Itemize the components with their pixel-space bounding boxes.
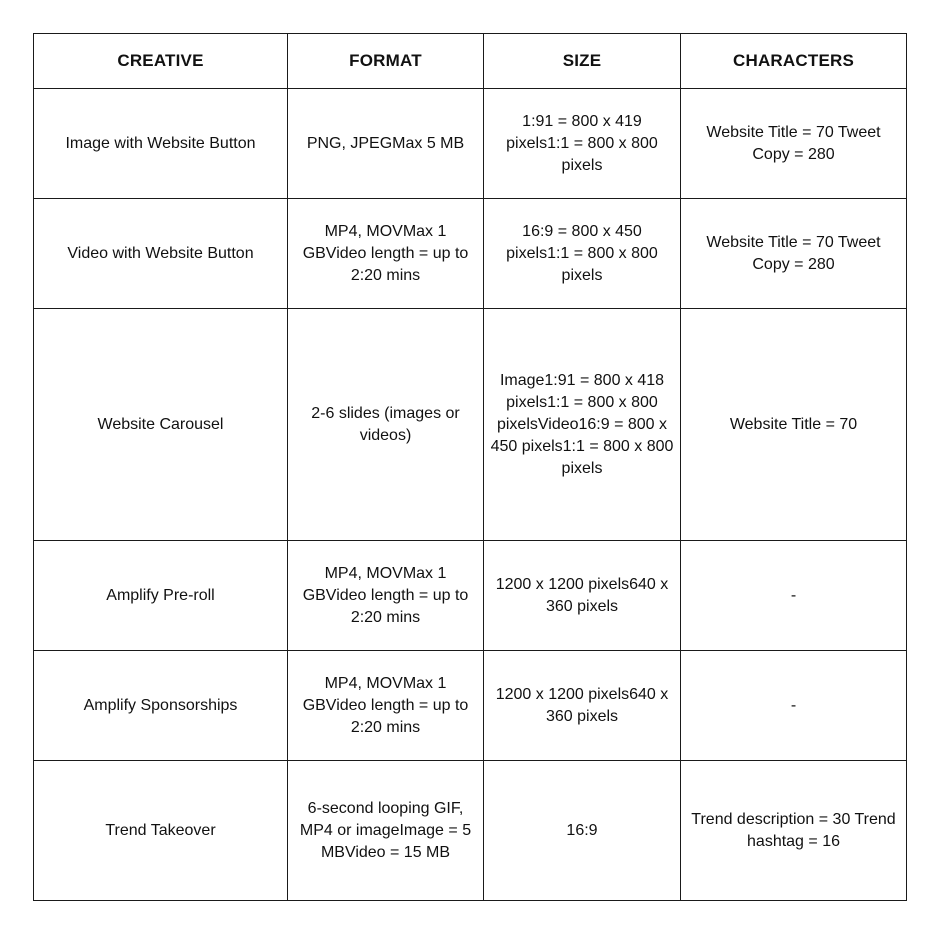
cell-size: Image1:91 = 800 x 418 pixels1:1 = 800 x 800 pixelsVideo16:9 = 800 x 450 pixels1:1 = 800 x 800 pixels [484,309,681,541]
cell-creative: Amplify Sponsorships [34,651,288,761]
cell-size: 1200 x 1200 pixels640 x 360 pixels [484,651,681,761]
table-row [34,541,907,651]
cell-format: MP4, MOVMax 1 GBVideo length = up to 2:20 mins [288,651,484,761]
cell-creative: Amplify Pre-roll [34,541,288,651]
cell-characters: Website Title = 70 [681,309,907,541]
table-row [34,309,907,541]
header-creative: CREATIVE [34,34,288,89]
cell-size: 1200 x 1200 pixels640 x 360 pixels [484,541,681,651]
table-row [34,651,907,761]
cell-characters: Trend description = 30 Trend hashtag = 16 [681,761,907,901]
cell-characters: Website Title = 70 Tweet Copy = 280 [681,89,907,199]
table-header [34,34,907,89]
cell-size: 1:91 = 800 x 419 pixels1:1 = 800 x 800 pixels [484,89,681,199]
header-format: FORMAT [288,34,484,89]
ad-specs-table [33,33,907,901]
cell-format: MP4, MOVMax 1 GBVideo length = up to 2:20 mins [288,541,484,651]
cell-format: 2-6 slides (images or videos) [288,309,484,541]
table-row [34,199,907,309]
cell-characters: - [681,541,907,651]
cell-size: 16:9 = 800 x 450 pixels1:1 = 800 x 800 pixels [484,199,681,309]
cell-format: MP4, MOVMax 1 GBVideo length = up to 2:20 mins [288,199,484,309]
cell-creative: Video with Website Button [34,199,288,309]
cell-creative: Trend Takeover [34,761,288,901]
cell-format: 6-second looping GIF, MP4 or imageImage = 5 MBVideo = 15 MB [288,761,484,901]
cell-creative: Image with Website Button [34,89,288,199]
header-row [34,34,907,89]
header-size: SIZE [484,34,681,89]
table-row [34,761,907,901]
cell-characters: Website Title = 70 Tweet Copy = 280 [681,199,907,309]
table-body [34,89,907,901]
cell-format: PNG, JPEGMax 5 MB [288,89,484,199]
cell-characters: - [681,651,907,761]
cell-size: 16:9 [484,761,681,901]
header-characters: CHARACTERS [681,34,907,89]
table-row [34,89,907,199]
cell-creative: Website Carousel [34,309,288,541]
